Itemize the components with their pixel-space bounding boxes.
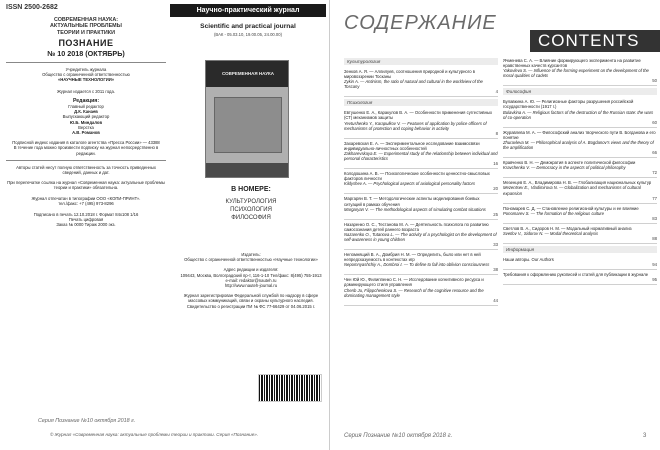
toc-entry[interactable]: [503, 56, 657, 86]
toc-column-left: [344, 56, 498, 306]
toc-entry[interactable]: [503, 255, 657, 270]
certificate: Свидетельство о регистрации ПИ № ФС 77-66429 от 04.06.2015 г.: [186, 303, 316, 309]
subscription-index: Подписной индекс издания в каталоге агентства «Пресса России» — 43388: [12, 140, 160, 146]
toc-entry-page: 20: [493, 186, 498, 192]
toc-entry[interactable]: [503, 158, 657, 178]
layout-label: Верстка: [78, 124, 94, 130]
divider: [6, 62, 166, 63]
website: http://www.nauteh-journal.ru: [224, 283, 278, 289]
reprint-note: При перепечатке ссылка на журнал «Современная наука: актуальные проблемы теории и практики» обязательна.: [7, 180, 165, 191]
chief-editor: Д.К. Канаев: [74, 109, 98, 115]
toc-section-heading: Культурология: [344, 58, 498, 65]
issue-editor: Ю.Б. Миндалов: [69, 119, 103, 125]
toc-entry-title-ru: Пономарев С. Д. — Становление религиозной культуры и ее влияние: [503, 205, 639, 211]
title-line: СОВРЕМЕННАЯ НАУКА:: [53, 17, 119, 23]
signed-to-print: Подписано в печать 12.10.2018 г. Формат 84х108 1/16: [33, 211, 139, 217]
title-line: ТЕОРИИ И ПРАКТИКИ: [57, 29, 115, 36]
toc-entry-page: 25: [493, 211, 498, 217]
toc-entry-title-en: Yakovleva S. — Influence of the forming experiment on the development of the moral qualities of cadets: [503, 68, 649, 79]
cover-thumbnail: [205, 60, 289, 178]
toc-entry-page: 44: [493, 297, 498, 303]
publisher-label: Издатель:: [241, 252, 261, 257]
toc-entry-title-en: Chenb Ju, Filippchenkova S. — Research of the cognitive resource and the dominating management style: [344, 287, 484, 298]
toc-entry[interactable]: [344, 67, 498, 97]
heading-en: CONTENTS: [530, 30, 660, 52]
toc-entry[interactable]: [503, 178, 657, 203]
toc-entry-title-ru: Требования к оформлению рукописей и статей для публикации в журнале: [503, 272, 649, 278]
cover-title: СОВРЕМЕННАЯ НАУКА: [222, 71, 274, 76]
toc-section-heading: Философия: [503, 88, 657, 95]
toc-entry[interactable]: [503, 204, 657, 224]
toc-entry-title-ru: Евтушенко Е. А., Каракулов В. А. — Особенности применения суггестивных (СТ) механизмов защиты: [344, 110, 493, 121]
right-series-footer: Серия Познание №10 октября 2018 г.: [344, 433, 453, 439]
cover-footer: [206, 163, 288, 177]
journal-title: [6, 17, 166, 36]
in-issue-item: ФИЛОСОФИЯ: [231, 215, 271, 221]
editorial-label: Редакция:: [72, 97, 100, 104]
toc-entry-title-ru: Наши авторы. Our Authors: [503, 256, 554, 262]
toc-entry-title-ru: Маргарян В. Т. — Методологические аспекты моделирования боевых ситуаций в рамках обучения: [344, 196, 480, 207]
toc-entry[interactable]: [344, 275, 498, 305]
toc-entry-title-ru: Чен Юй Ю., Филиппенко С. Н. — Исследование когнитивного ресурса и доминирующего стиля управления: [344, 277, 484, 288]
toc-entry-title-ru: Колодошина А. В. — Психологические особенности ценностно-смысловых факторов личности: [344, 171, 490, 182]
divider: [6, 160, 166, 161]
toc-entry-title-ru: Назаренко О. С., Тестанова М. А. — Деятельность психолога по развитию самосознания детей раннего возраста: [344, 221, 489, 232]
toc-section-heading: Информация: [503, 246, 657, 253]
toc-entry-title-en: Zhuravleva M. — Philosophical analysis of A. Bogdanov's views and the theory of the amplification: [503, 139, 654, 151]
toc-entry-title-en: Mezentsev E., Vladimirova N. — Globalization and mechanisms of cultural expansion: [503, 185, 641, 196]
toc-entry-title-en: Margaryan V. — The methodological aspects of simulating combat situations: [344, 206, 486, 212]
toc-entry[interactable]: [344, 169, 498, 194]
toc-section-heading: Психология: [344, 99, 498, 106]
toc-entry-page: 95: [652, 277, 657, 283]
print-type: Печать цифровая: [68, 217, 104, 223]
toc-entry-page: 4: [495, 89, 498, 95]
copies: Заказ № 0000 Тираж 2000 экз.: [56, 222, 116, 228]
cover-image: [214, 97, 282, 153]
left-series-footer: Серия Познание №10 октября 2018 г.: [38, 418, 136, 424]
toc-entry-page: 38: [493, 267, 498, 273]
issue-editor-label: Выпускающий редактор: [62, 114, 110, 120]
address-label: Адрес редакции и издателя:: [223, 267, 279, 273]
toc-entry-title-en: Nazarenko O., Tutanova L. — The activity of a psychologist on the development of self-awareness in young children: [344, 231, 497, 242]
toc-entry-page: 66: [652, 150, 657, 156]
toc-entry-title-en: Bulavkina A. — Religious factors of the destruction of the Russian state: the wars of co-operation: [503, 109, 654, 120]
toc-entry-title-ru: Булавкина А. Ю. — Религиозные факторы разрушения российской государственности (1917 г.): [503, 99, 634, 110]
toc-entry-title-ru: Непомнящий В. А., Домбрия Н. М. — Определить, было или нет в ней непредсказуемость в контекстах игр: [344, 252, 481, 263]
toc-entry-page: 8: [495, 130, 498, 136]
toc-entry-page: 50: [652, 78, 657, 84]
journal-english: Scientific and practical journal: [200, 23, 296, 30]
in-this-issue: [176, 186, 326, 309]
toc-entry-page: 60: [652, 119, 657, 125]
address: 109443, Москва, Волгоградский пр-т, 116-1-10 Тел/факс: 8(495) 755-1913: [180, 272, 322, 278]
founder-label: Учредитель журнала: [65, 66, 107, 72]
toc-entry-title-ru: Захаревская Е. А. — Экспериментальное исследование взаимосвязи индивидуально-личностных особенностей: [344, 140, 480, 151]
toc-entry-title-en: Kildyshev A. — Psychological aspects of axiological personality factors: [344, 181, 476, 187]
toc-entry-title-en: Zykin A. — Antinism, the ratio of natural and cultural in the worldview of the Toscany: [344, 79, 483, 90]
vak-codes: (ВАК - 05.03.10, 19.00.05, 24.00.00): [214, 32, 282, 37]
in-issue-item: ПСИХОЛОГИЯ: [230, 207, 272, 213]
toc-entry[interactable]: [503, 270, 657, 285]
toc-entry-page: 33: [493, 242, 498, 248]
toc-entry-page: 16: [493, 161, 498, 167]
email: e-mail: redaktor@nauteh.ru: [225, 277, 277, 283]
toc-entry-page: 72: [652, 170, 657, 176]
toc-entry[interactable]: [344, 108, 498, 138]
toc-entry[interactable]: [344, 194, 498, 219]
toc-entry-title-ru: Мезенцев Е. А., Владимирова Н. В. — Глобализация национальных культур: [503, 180, 652, 186]
left-masthead: [6, 4, 166, 228]
toc-entry[interactable]: [503, 224, 657, 244]
chief-label: Главный редактор: [68, 103, 104, 109]
toc-entry[interactable]: [503, 97, 657, 127]
layout-editor: А.В. Романов: [72, 129, 100, 135]
toc-entry-title-en: Ponomarev S. — The formation of the religious culture: [503, 210, 605, 216]
left-journal-footer: © Журнал «Современная наука: актуальные проблемы теории и практики. Серия «Познание».: [50, 432, 259, 437]
toc-entry-page: 83: [652, 215, 657, 221]
toc-entry-title-ru: Зенков А. Я. — Аллилуев, соотношения природной и культурного в мировоззрении Тосканы: [344, 69, 475, 80]
toc-entry-title-ru: Журавлева М. А. — Философский анализ творческого пути В. Богданова и его понятие: [503, 129, 656, 140]
in-issue-item: КУЛЬТУРОЛОГИЯ: [225, 199, 277, 205]
since: Журнал издается с 2011 года.: [56, 88, 115, 94]
printer-phone: тел./факс: +7 (495) 973-8296: [58, 200, 114, 206]
toc-entry[interactable]: [503, 128, 657, 158]
toc-entry-title-en: Svetlov V., Sidorov N. — Modal theoretical analysis: [503, 230, 599, 236]
title-line: АКТУАЛЬНЫЕ ПРОБЛЕМЫ: [50, 23, 122, 30]
in-issue-label: В НОМЕРЕ:: [231, 186, 271, 193]
series-name: ПОЗНАНИЕ: [58, 37, 114, 48]
publisher: Общество с ограниченной ответственностью «Научные технологии»: [184, 257, 318, 263]
subscription-note: В течение года можно произвести подписку на журнал непосредственно в редакции.: [13, 145, 159, 156]
toc-entry-page: 88: [652, 235, 657, 241]
barcode: [258, 374, 322, 402]
journal-bar: Научно-практический журнал: [170, 4, 326, 17]
toc-entry-page: 94: [652, 262, 657, 268]
right-page: [330, 0, 660, 450]
toc-entry[interactable]: [344, 250, 498, 275]
issn: ISSN 2500-2682: [6, 4, 58, 11]
toc-entry-title-en: Kravchenko V. — Democracy in the aspects of political philosophy: [503, 165, 626, 171]
printer: Журнал отпечатан в типографии ООО «КОПИ-ПРИНТ».: [31, 195, 141, 201]
founder-name: «НАУЧНЫЕ ТЕХНОЛОГИИ»: [57, 77, 115, 83]
page-number: 3: [643, 433, 647, 439]
toc-entry[interactable]: [344, 139, 498, 169]
toc-entry-title-ru: Ячменева С. А. — Влияние формирующего эксперимента на развитие нравственных качеств курсантов: [503, 58, 641, 69]
founder: Общество с ограниченной ответственностью: [42, 72, 130, 78]
toc-entry-title-en: Nepomnyashchiy A., Dombroi I. — To define to fall into oblivion consciousness: [344, 262, 490, 268]
registration: Журнал зарегистрирован Федеральной службой по надзору в сфере массовых коммуникаций, связи и охраны культурного наследия.: [183, 293, 319, 304]
responsibility-note: Авторы статей несут полную ответственность за точность приведенных сведений, данных и дат.: [16, 164, 156, 175]
toc-entry-title-en: Yevtushenko Y., Karapulkov V. — Features of application by police officers of mechanisms of protection and coping behavior in activity: [344, 120, 487, 131]
issue-number: № 10 2018 (ОКТЯБРЬ): [47, 48, 125, 58]
left-footer: [0, 418, 330, 437]
toc-column-right: [503, 56, 657, 285]
toc-entry-title-ru: Кравченко В. Н. — Демократия в аспекте политической философии: [503, 160, 636, 166]
heading-ru: СОДЕРЖАНИЕ: [344, 12, 497, 34]
middle-column: [170, 4, 326, 37]
toc-entry-page: 77: [652, 195, 657, 201]
toc-entry-title-ru: Светлов В. А., Сидоров Н. М. — Модальный нормативный анализ: [503, 225, 632, 231]
toc-entry-title-en: Zakharevskaya E. — Experimental study of the relationship between individual and personal characteristics: [344, 150, 498, 162]
toc-entry[interactable]: [344, 220, 498, 250]
